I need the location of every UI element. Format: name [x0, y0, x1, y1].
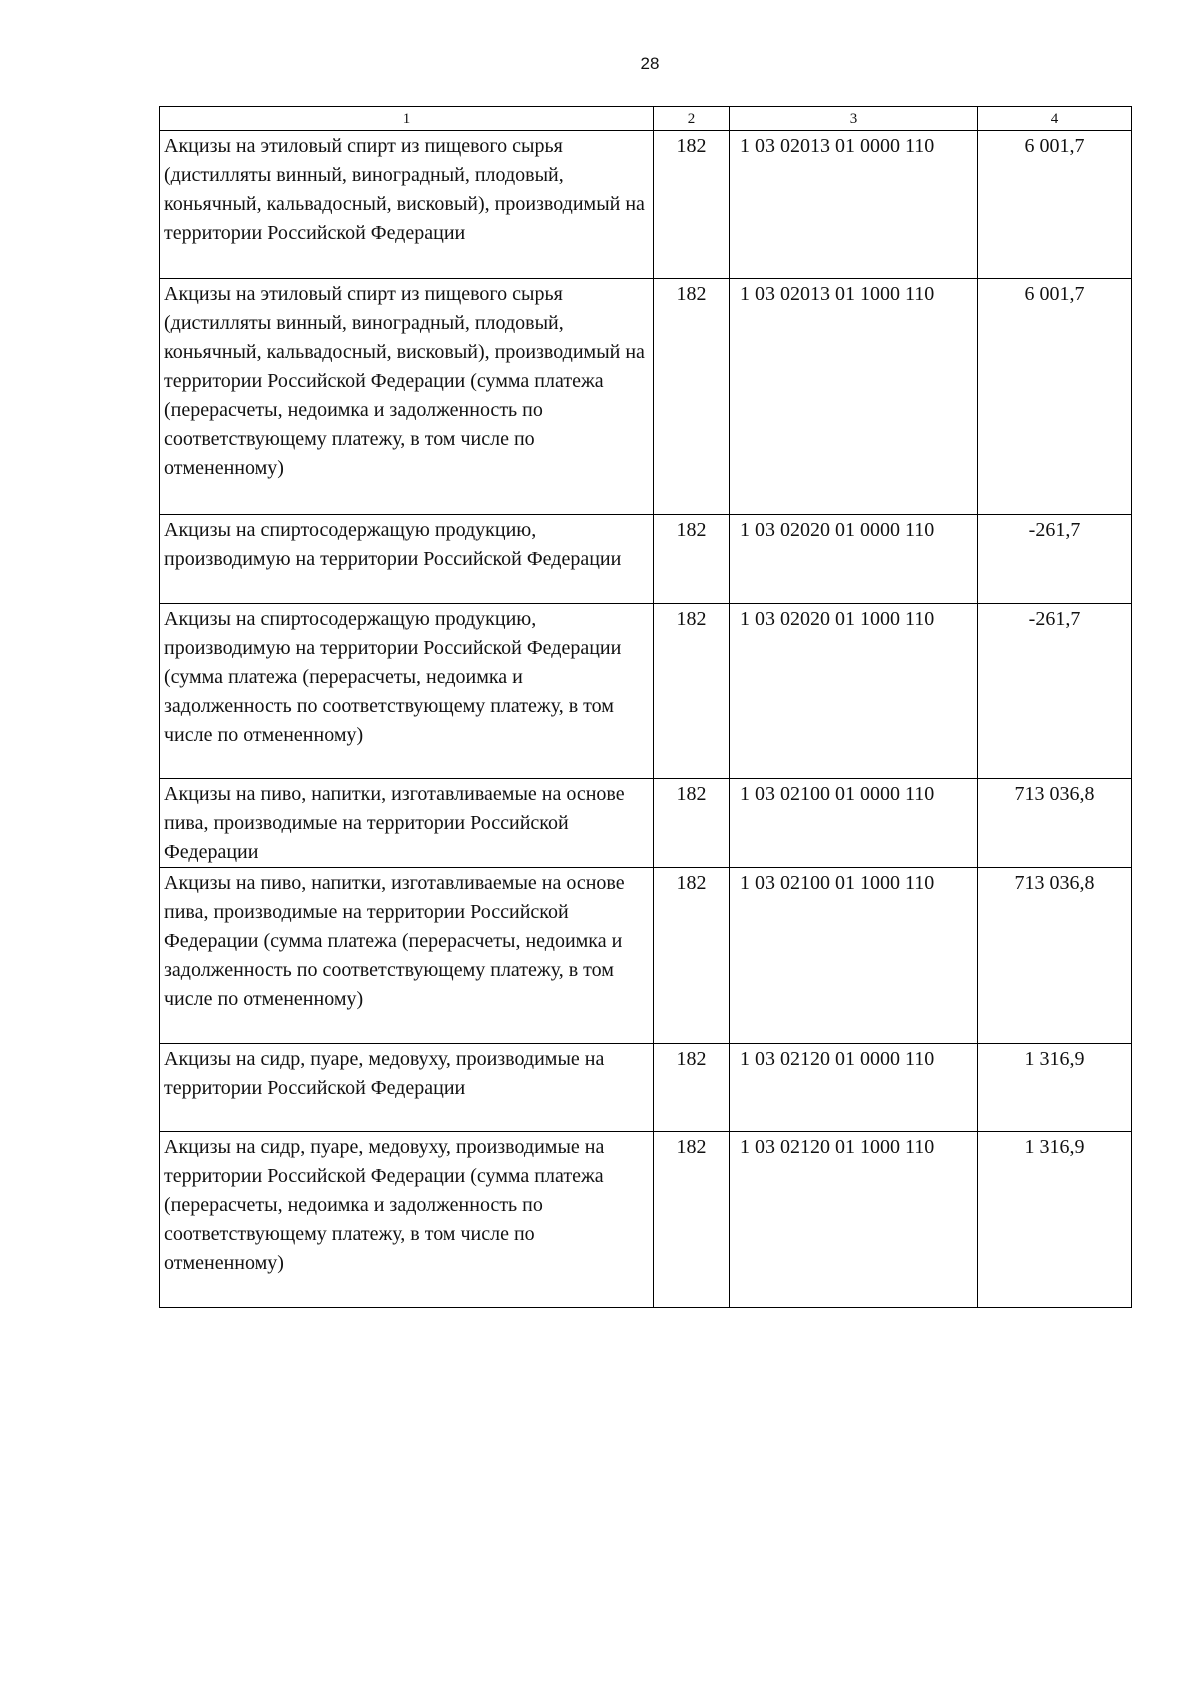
row-name-cell: Акцизы на сидр, пуаре, медовуху, производимые на территории Российской Федерации [160, 1044, 654, 1132]
row-budget-code-cell: 1 03 02013 01 0000 110 [730, 131, 978, 279]
row-amount-cell: 1 316,9 [978, 1132, 1132, 1308]
row-admin-code-cell: 182 [654, 515, 730, 604]
row-name-cell: Акцизы на спиртосодержащую продукцию, производимую на территории Российской Федерации [160, 515, 654, 604]
row-name-cell: Акцизы на спиртосодержащую продукцию, производимую на территории Российской Федерации (сумма платежа (перерасчеты, недоимка и задолженность по соответствующему платежу, в том числе по отмененному) [160, 604, 654, 779]
row-admin-code-cell: 182 [654, 779, 730, 868]
row-amount-cell: 6 001,7 [978, 279, 1132, 515]
row-admin-code-cell: 182 [654, 1044, 730, 1132]
revenue-table [159, 106, 1132, 1308]
row-budget-code-cell: 1 03 02100 01 0000 110 [730, 779, 978, 868]
column-header-3: 3 [730, 107, 978, 131]
table-row [160, 131, 1132, 279]
table-row [160, 868, 1132, 1044]
row-admin-code-cell: 182 [654, 868, 730, 1044]
row-budget-code-cell: 1 03 02120 01 1000 110 [730, 1132, 978, 1308]
table-row [160, 604, 1132, 779]
row-admin-code-cell: 182 [654, 1132, 730, 1308]
row-budget-code-cell: 1 03 02120 01 0000 110 [730, 1044, 978, 1132]
row-admin-code-cell: 182 [654, 131, 730, 279]
row-amount-cell: -261,7 [978, 604, 1132, 779]
row-name-cell: Акцизы на сидр, пуаре, медовуху, производимые на территории Российской Федерации (сумма платежа (перерасчеты, недоимка и задолженность по соответствующему платежу, в том числе по отмененному) [160, 1132, 654, 1308]
row-budget-code-cell: 1 03 02020 01 1000 110 [730, 604, 978, 779]
row-budget-code-cell: 1 03 02100 01 1000 110 [730, 868, 978, 1044]
row-budget-code-cell: 1 03 02013 01 1000 110 [730, 279, 978, 515]
row-amount-cell: 713 036,8 [978, 868, 1132, 1044]
table-row [160, 279, 1132, 515]
row-amount-cell: -261,7 [978, 515, 1132, 604]
row-admin-code-cell: 182 [654, 279, 730, 515]
row-amount-cell: 1 316,9 [978, 1044, 1132, 1132]
row-name-cell: Акцизы на этиловый спирт из пищевого сырья (дистилляты винный, виноградный, плодовый, коньячный, кальвадосный, висковый), производимый на территории Российской Федерации (сумма платежа (перерасчеты, недоимка и задолженность по соответствующему платежу, в том числе по отмененному) [160, 279, 654, 515]
header-row [160, 107, 1132, 131]
column-header-1: 1 [160, 107, 654, 131]
row-budget-code-cell: 1 03 02020 01 0000 110 [730, 515, 978, 604]
row-amount-cell: 6 001,7 [978, 131, 1132, 279]
table-row [160, 779, 1132, 868]
row-amount-cell: 713 036,8 [978, 779, 1132, 868]
column-header-2: 2 [654, 107, 730, 131]
row-name-cell: Акцизы на этиловый спирт из пищевого сырья (дистилляты винный, виноградный, плодовый, коньячный, кальвадосный, висковый), производимый на территории Российской Федерации [160, 131, 654, 279]
table-row [160, 1132, 1132, 1308]
table-row [160, 1044, 1132, 1132]
row-name-cell: Акцизы на пиво, напитки, изготавливаемые на основе пива, производимые на территории Российской Федерации [160, 779, 654, 868]
row-admin-code-cell: 182 [654, 604, 730, 779]
table-row [160, 515, 1132, 604]
page-number: 28 [640, 54, 660, 73]
column-header-4: 4 [978, 107, 1132, 131]
row-name-cell: Акцизы на пиво, напитки, изготавливаемые на основе пива, производимые на территории Российской Федерации (сумма платежа (перерасчеты, недоимка и задолженность по соответствующему платежу, в том числе по отмененному) [160, 868, 654, 1044]
